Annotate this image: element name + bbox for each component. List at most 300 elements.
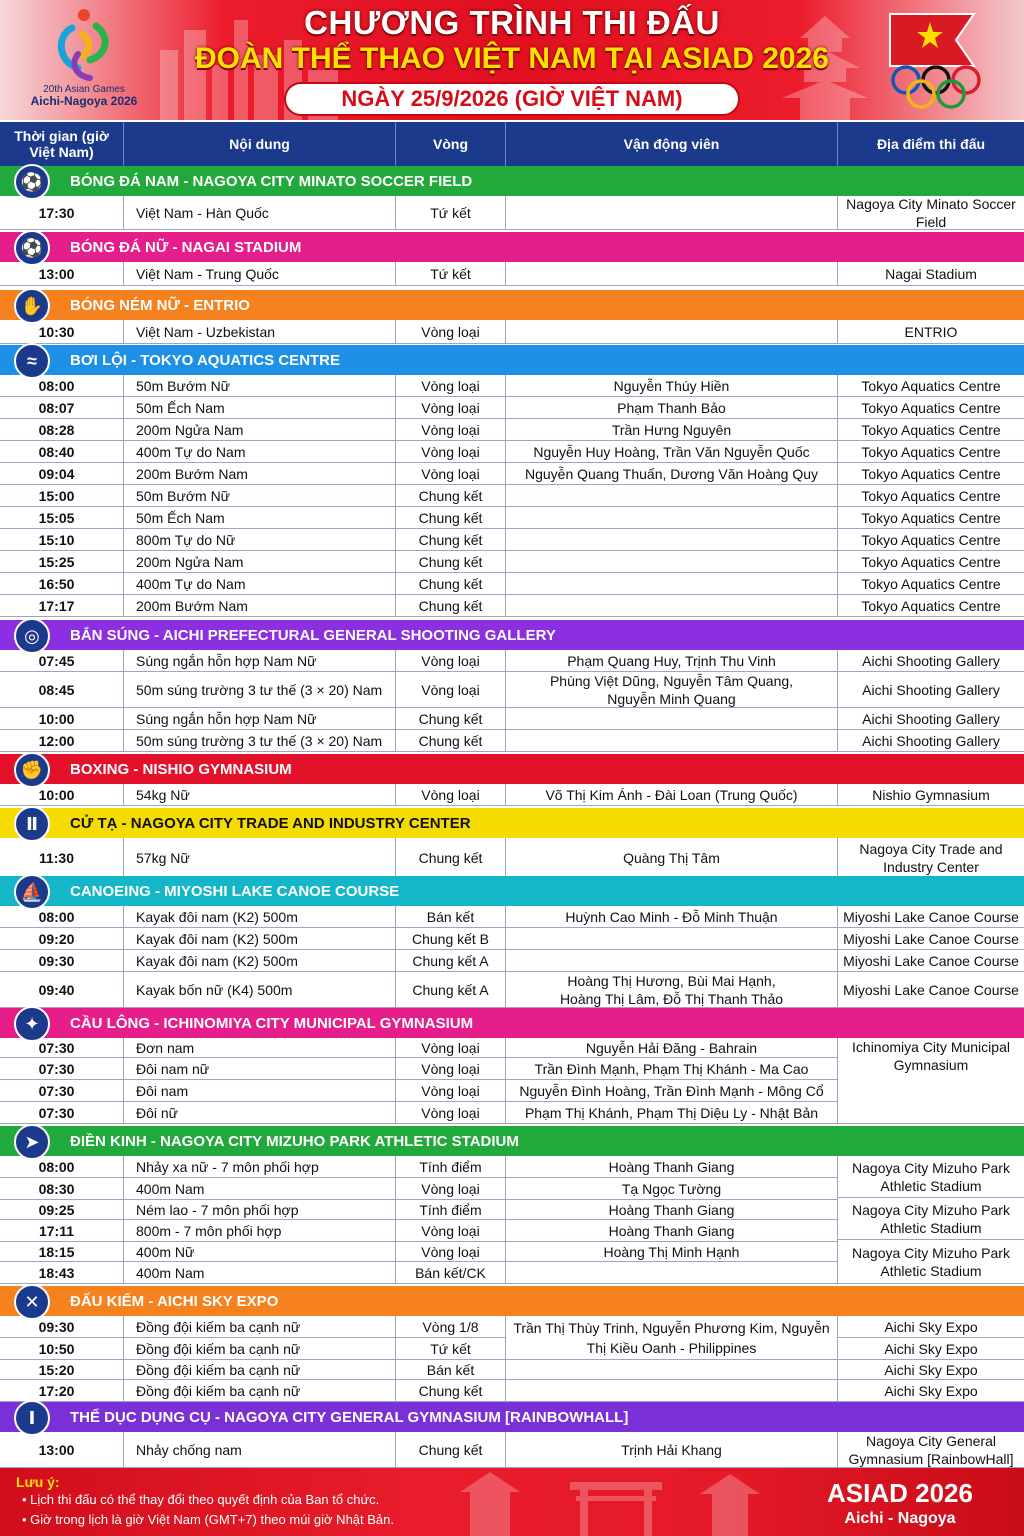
athletes-cell — [506, 650, 838, 672]
venue-cell — [838, 419, 1024, 441]
table-row — [0, 397, 1024, 419]
venue-name: Tokyo Aquatics Centre — [861, 377, 1001, 394]
section-title: ĐIỀN KINH - NAGOYA CITY MIZUHO PARK ATHLETIC STADIUM — [70, 1133, 519, 1150]
venue-name: Aichi Shooting Gallery — [862, 681, 1000, 698]
athletes-names-line2: Nguyễn Minh Quang — [607, 690, 736, 707]
athletes-names: Võ Thị Kim Ánh - Đài Loan (Trung Quốc) — [545, 786, 798, 803]
section-header — [0, 876, 1024, 906]
table-row — [0, 551, 1024, 573]
event-name: Nhảy xa nữ - 7 môn phối hợp — [124, 1156, 396, 1178]
athletes-cell — [506, 595, 838, 617]
pagoda-footer-decoration — [430, 1468, 790, 1536]
event-time: 09:25 — [0, 1200, 124, 1220]
section-title: BOXING - NISHIO GYMNASIUM — [70, 761, 292, 778]
event-name: 50m Bướm Nữ — [124, 485, 396, 507]
event-time: 18:43 — [0, 1262, 124, 1284]
athletes-names: Hoàng Thị Minh Hạnh — [603, 1243, 740, 1260]
event-time: 08:28 — [0, 419, 124, 441]
event-round: Chung kết — [396, 708, 506, 730]
event-name: 400m Nam — [124, 1262, 396, 1284]
venue-name: Aichi Shooting Gallery — [862, 732, 1000, 749]
section-header — [0, 808, 1024, 838]
table-row — [0, 529, 1024, 551]
venue-name: Miyoshi Lake Canoe Course — [843, 930, 1019, 947]
event-round: Vòng loại — [396, 650, 506, 672]
venue-name: Nishio Gymnasium — [872, 786, 990, 803]
venue-cell — [838, 485, 1024, 507]
athletes-names: Hoàng Thị Hương, Bùi Mai Hạnh, — [567, 972, 776, 989]
event-round: Chung kết A — [396, 972, 506, 1008]
venue-cell — [838, 262, 1024, 286]
event-name: Đơn nam — [124, 1038, 396, 1058]
athletes-cell — [506, 906, 838, 928]
event-round: Vòng loại — [396, 1220, 506, 1242]
athletes-names-line2: Hoàng Thị Lâm, Đỗ Thị Thanh Thảo — [559, 990, 784, 1007]
event-name: 50m Ếch Nam — [124, 507, 396, 529]
note-line-2: • Giờ trong lịch là giờ Việt Nam (GMT+7) theo múi giờ Nhật Bản. — [22, 1512, 394, 1527]
event-time: 08:00 — [0, 1156, 124, 1178]
event-round: Tứ kết — [396, 262, 506, 286]
event-time: 15:20 — [0, 1360, 124, 1380]
event-time: 16:50 — [0, 573, 124, 595]
section-title: CỬ TẠ - NAGOYA CITY TRADE AND INDUSTRY CENTER — [70, 815, 471, 832]
athletes-cell — [506, 1360, 838, 1380]
table-row — [0, 595, 1024, 617]
athletes-cell — [506, 262, 838, 286]
venue-name: Miyoshi Lake Canoe Course — [843, 952, 1019, 969]
event-name: Súng ngắn hỗn hợp Nam Nữ — [124, 650, 396, 672]
athletes-names: Hoàng Thanh Giang — [608, 1222, 735, 1239]
event-round: Vòng loại — [396, 672, 506, 708]
venue-cell — [838, 672, 1024, 708]
event-round: Chung kết — [396, 485, 506, 507]
event-round: Vòng loại — [396, 1178, 506, 1200]
venue-cell — [838, 573, 1024, 595]
athletes-cell — [506, 1156, 838, 1178]
event-name: 200m Ngửa Nam — [124, 551, 396, 573]
athletes-cell — [506, 1038, 838, 1058]
section-title: ĐẤU KIẾM - AICHI SKY EXPO — [70, 1293, 279, 1310]
event-name: 57kg Nữ — [124, 838, 396, 878]
event-name: Việt Nam - Uzbekistan — [124, 320, 396, 344]
event-name: 200m Bướm Nam — [124, 595, 396, 617]
event-round: Chung kết — [396, 529, 506, 551]
section-title: BẮN SÚNG - AICHI PREFECTURAL GENERAL SHOOTING GALLERY — [70, 627, 556, 644]
event-time: 09:30 — [0, 950, 124, 972]
event-name: 800m - 7 môn phối hợp — [124, 1220, 396, 1242]
event-time: 10:00 — [0, 708, 124, 730]
venue-cell — [838, 375, 1024, 397]
venue-name: Tokyo Aquatics Centre — [861, 399, 1001, 416]
athletes-cell — [506, 551, 838, 573]
athletes-names: Phạm Thị Khánh, Phạm Thị Diệu Ly - Nhật Bản — [524, 1104, 819, 1121]
athletes-names: Hoàng Thanh Giang — [608, 1158, 735, 1175]
event-name: 800m Tự do Nữ — [124, 529, 396, 551]
athletes-names: Nguyễn Đình Hoàng, Trần Đình Mạnh - Mông Cổ — [519, 1082, 824, 1099]
handball-icon: ✋ — [14, 288, 50, 324]
event-round: Chung kết — [396, 595, 506, 617]
canoe-icon: ⛵ — [14, 874, 50, 910]
note-line-1: • Lịch thi đấu có thể thay đổi theo quyết định của Ban tổ chức. — [22, 1492, 380, 1507]
page-subtitle: ĐOÀN THỂ THAO VIỆT NAM TẠI ASIAD 2026 — [195, 42, 829, 75]
event-name: 50m Bướm Nữ — [124, 375, 396, 397]
event-name: 200m Bướm Nam — [124, 463, 396, 485]
weightlifting-icon: Ⅱ — [14, 806, 50, 842]
table-row — [0, 441, 1024, 463]
event-name: Kayak bốn nữ (K4) 500m — [124, 972, 396, 1008]
event-time: 09:40 — [0, 972, 124, 1008]
header-banner — [0, 0, 1024, 120]
venue-cell — [838, 1360, 1024, 1380]
venue-name: Tokyo Aquatics Centre — [861, 443, 1001, 460]
athletes-names: Trần Hưng Nguyên — [611, 421, 732, 438]
event-round: Vòng loại — [396, 1242, 506, 1262]
event-name: 400m Tự do Nam — [124, 573, 396, 595]
event-round: Vòng loại — [396, 441, 506, 463]
event-round: Vòng loại — [396, 419, 506, 441]
event-name: Việt Nam - Hàn Quốc — [124, 196, 396, 230]
event-time: 15:00 — [0, 485, 124, 507]
athletes-cell — [506, 1080, 838, 1102]
event-round: Vòng loại — [396, 1038, 506, 1058]
event-name: 54kg Nữ — [124, 784, 396, 806]
fencing-icon: ✕ — [14, 1284, 50, 1320]
venue-name: Aichi Shooting Gallery — [862, 710, 1000, 727]
event-time: 08:07 — [0, 397, 124, 419]
event-name: Nhảy chống nam — [124, 1432, 396, 1468]
column-header-venue: Địa điểm thi đấu — [876, 136, 986, 152]
event-round: Chung kết — [396, 838, 506, 878]
badminton-icon: ✦ — [14, 1006, 50, 1042]
table-row — [0, 463, 1024, 485]
merged-venue-cell — [838, 1038, 1024, 1124]
venue-cell — [838, 595, 1024, 617]
venue-name: Tokyo Aquatics Centre — [861, 597, 1001, 614]
event-time: 17:30 — [0, 196, 124, 230]
event-name: 50m Ếch Nam — [124, 397, 396, 419]
venue-cell — [838, 950, 1024, 972]
venue-cell — [838, 1380, 1024, 1402]
athletes-cell — [506, 1220, 838, 1242]
logo-caption-games: 20th Asian Games — [43, 84, 125, 95]
event-name: Đồng đội kiếm ba cạnh nữ — [124, 1316, 396, 1338]
venue-name: Aichi Shooting Gallery — [862, 652, 1000, 669]
event-name: 400m Nam — [124, 1178, 396, 1200]
section-title: CANOEING - MIYOSHI LAKE CANOE COURSE — [70, 883, 400, 900]
event-name: 50m súng trường 3 tư thế (3 × 20) Nam — [124, 730, 396, 752]
athletes-names: Phùng Việt Dũng, Nguyễn Tâm Quang, — [549, 672, 794, 689]
event-round: Chung kết — [396, 730, 506, 752]
venue-cell — [838, 529, 1024, 551]
event-round: Tứ kết — [396, 1338, 506, 1360]
table-row — [0, 485, 1024, 507]
event-name: 400m Tự do Nam — [124, 441, 396, 463]
venue-cell — [838, 928, 1024, 950]
venue-cell — [838, 551, 1024, 573]
section-title: CẦU LÔNG - ICHINOMIYA CITY MUNICIPAL GYMNASIUM — [70, 1015, 474, 1032]
runner-icon: ➤ — [14, 1124, 50, 1160]
event-time: 10:00 — [0, 784, 124, 806]
section-header — [0, 754, 1024, 784]
event-time: 17:17 — [0, 595, 124, 617]
venue-name: Aichi Sky Expo — [884, 1361, 978, 1378]
event-name: Kayak đôi nam (K2) 500m — [124, 906, 396, 928]
event-time: 07:30 — [0, 1102, 124, 1124]
merged-venue-cell — [838, 1198, 1024, 1240]
athletes-cell — [506, 838, 838, 878]
table-row — [0, 730, 1024, 752]
venue-name: Aichi Sky Expo — [884, 1382, 978, 1399]
athletes-cell — [506, 320, 838, 344]
table-row — [0, 838, 1024, 878]
athletes-names: Nguyễn Thúy Hiền — [613, 377, 730, 394]
athletes-cell — [506, 507, 838, 529]
event-round: Chung kết — [396, 551, 506, 573]
event-name: Súng ngắn hỗn hợp Nam Nữ — [124, 708, 396, 730]
venue-cell — [838, 1338, 1024, 1360]
event-time: 18:15 — [0, 1242, 124, 1262]
section-title: BÓNG NÉM NỮ - ENTRIO — [70, 297, 250, 314]
venue-name: Miyoshi Lake Canoe Course — [843, 981, 1019, 998]
event-round: Chung kết — [396, 507, 506, 529]
athletes-cell — [506, 196, 838, 230]
event-round: Tính điểm — [396, 1156, 506, 1178]
venue-name: ENTRIO — [904, 323, 958, 340]
athletes-cell — [506, 1178, 838, 1200]
event-time: 09:20 — [0, 928, 124, 950]
event-round: Vòng loại — [396, 397, 506, 419]
venue-cell — [838, 1316, 1024, 1338]
venue-name: Nagoya City General Gymnasium [RainbowHall] — [848, 1432, 1014, 1467]
event-time: 10:30 — [0, 320, 124, 344]
event-time: 08:00 — [0, 906, 124, 928]
venue-cell — [838, 397, 1024, 419]
swimmer-icon: ≈ — [14, 343, 50, 379]
event-time: 07:30 — [0, 1038, 124, 1058]
athletes-cell — [506, 529, 838, 551]
event-round: Vòng loại — [396, 463, 506, 485]
gymnastics-icon: Ⅰ — [14, 1400, 50, 1436]
boxing-icon: ✊ — [14, 752, 50, 788]
event-round: Chung kết A — [396, 950, 506, 972]
event-round: Vòng loại — [396, 320, 506, 344]
venue-cell — [838, 196, 1024, 230]
section-title: BÓNG ĐÁ NỮ - NAGAI STADIUM — [70, 239, 302, 256]
athletes-cell — [506, 950, 838, 972]
column-header-event: Nội dung — [124, 122, 396, 166]
shooter-icon: ◎ — [14, 618, 50, 654]
event-time: 08:30 — [0, 1178, 124, 1200]
event-round: Tính điểm — [396, 1200, 506, 1220]
section-header — [0, 345, 1024, 375]
table-row — [0, 262, 1024, 286]
venue-cell — [838, 441, 1024, 463]
venue-name: Nagoya City Trade and Industry Center — [859, 840, 1003, 875]
event-name: Đồng đội kiếm ba cạnh nữ — [124, 1360, 396, 1380]
athletes-cell — [506, 397, 838, 419]
event-name: 200m Ngửa Nam — [124, 419, 396, 441]
section-header — [0, 1402, 1024, 1432]
event-name: 400m Nữ — [124, 1242, 396, 1262]
footer-banner — [0, 1468, 1024, 1536]
athletes-cell — [506, 928, 838, 950]
athletes-cell — [506, 1262, 838, 1284]
athletes-cell — [506, 708, 838, 730]
athletes-cell — [506, 1242, 838, 1262]
section-header — [0, 166, 1024, 196]
venue-cell — [838, 1432, 1024, 1468]
table-row — [0, 672, 1024, 708]
event-time: 09:30 — [0, 1316, 124, 1338]
venue-name: Miyoshi Lake Canoe Course — [843, 908, 1019, 925]
event-name: Đồng đội kiếm ba cạnh nữ — [124, 1380, 396, 1402]
event-name: Ném lao - 7 môn phối hợp — [124, 1200, 396, 1220]
venue-name: Nagoya City Mizuho Park Athletic Stadium — [852, 1159, 1010, 1194]
table-header — [0, 122, 1024, 166]
event-name: Đôi nữ — [124, 1102, 396, 1124]
venue-name: Tokyo Aquatics Centre — [861, 575, 1001, 592]
event-time: 10:50 — [0, 1338, 124, 1360]
merged-athletes-cell — [506, 1316, 838, 1360]
event-time: 08:45 — [0, 672, 124, 708]
athletes-names: Trần Đình Mạnh, Phạm Thị Khánh - Ma Cao — [534, 1060, 809, 1077]
merged-venue-cell — [838, 1156, 1024, 1198]
athletes-cell — [506, 730, 838, 752]
event-time: 09:04 — [0, 463, 124, 485]
venue-cell — [838, 730, 1024, 752]
section-title: THỂ DỤC DỤNG CỤ - NAGOYA CITY GENERAL GYMNASIUM [RAINBOWHALL] — [70, 1409, 629, 1426]
table-row — [0, 972, 1024, 1008]
vietnam-olympic-emblem-icon — [882, 6, 1002, 114]
table-row — [0, 650, 1024, 672]
event-time: 15:10 — [0, 529, 124, 551]
table-row — [0, 320, 1024, 344]
table-row — [0, 419, 1024, 441]
section-header — [0, 1126, 1024, 1156]
venue-name: Nagoya City Mizuho Park Athletic Stadium — [852, 1201, 1010, 1236]
venue-cell — [838, 320, 1024, 344]
event-name: Đôi nam nữ — [124, 1058, 396, 1080]
event-name: Đôi nam — [124, 1080, 396, 1102]
venue-cell — [838, 972, 1024, 1008]
schedule-date: NGÀY 25/9/2026 (GIỜ VIỆT NAM) — [284, 82, 740, 116]
soccer-player-icon: ⚽ — [14, 230, 50, 266]
event-time: 07:45 — [0, 650, 124, 672]
athletes-cell — [506, 972, 838, 1008]
event-name: Kayak đôi nam (K2) 500m — [124, 928, 396, 950]
athletes-cell — [506, 441, 838, 463]
section-title: BÓNG ĐÁ NAM - NAGOYA CITY MINATO SOCCER FIELD — [70, 173, 473, 190]
event-time: 17:20 — [0, 1380, 124, 1402]
table-row — [0, 784, 1024, 806]
athletes-names: Nguyễn Hải Đăng - Bahrain — [585, 1039, 758, 1056]
event-round: Bán kết — [396, 1360, 506, 1380]
logo-caption-city: Aichi-Nagoya 2026 — [30, 94, 138, 108]
page-title: CHƯƠNG TRÌNH THI ĐẤU — [304, 4, 720, 41]
event-name: Việt Nam - Trung Quốc — [124, 262, 396, 286]
event-time: 17:11 — [0, 1220, 124, 1242]
table-row — [0, 1360, 1024, 1380]
venue-cell — [838, 906, 1024, 928]
venue-cell — [838, 507, 1024, 529]
footer-brand-city: Aichi - Nagoya — [844, 1510, 956, 1527]
event-round: Vòng loại — [396, 1102, 506, 1124]
athletes-names: Hoàng Thanh Giang — [608, 1201, 735, 1218]
event-name: Kayak đôi nam (K2) 500m — [124, 950, 396, 972]
venue-name: Tokyo Aquatics Centre — [861, 509, 1001, 526]
event-time: 07:30 — [0, 1080, 124, 1102]
note-title: Lưu ý: — [16, 1474, 60, 1490]
event-round: Chung kết B — [396, 928, 506, 950]
athletes-cell — [506, 1102, 838, 1124]
venue-name: Aichi Sky Expo — [884, 1318, 978, 1335]
venue-cell — [838, 838, 1024, 878]
table-row — [0, 708, 1024, 730]
athletes-cell — [506, 573, 838, 595]
athletes-names: Tạ Ngọc Tường — [621, 1180, 722, 1197]
table-row — [0, 1432, 1024, 1468]
venue-cell — [838, 650, 1024, 672]
event-round: Chung kết — [396, 1380, 506, 1402]
event-round: Vòng loại — [396, 375, 506, 397]
athletes-names: Quàng Thị Tâm — [623, 849, 720, 866]
table-row — [0, 375, 1024, 397]
event-time: 13:00 — [0, 1432, 124, 1468]
footer-brand-title: ASIAD 2026 — [827, 1478, 973, 1508]
event-time: 08:00 — [0, 375, 124, 397]
venue-name: Nagoya City Minato Soccer Field — [846, 195, 1016, 230]
table-row — [0, 928, 1024, 950]
event-time: 11:30 — [0, 838, 124, 878]
event-round: Chung kết — [396, 1432, 506, 1468]
athletes-cell — [506, 672, 838, 708]
athletes-names: Phạm Thanh Bảo — [617, 399, 726, 416]
event-time: 15:25 — [0, 551, 124, 573]
athletes-cell — [506, 1200, 838, 1220]
event-time: 12:00 — [0, 730, 124, 752]
athletes-names: Trịnh Hải Khang — [621, 1441, 722, 1458]
event-round: Vòng loại — [396, 1058, 506, 1080]
venue-cell — [838, 708, 1024, 730]
section-header — [0, 232, 1024, 262]
event-time: 08:40 — [0, 441, 124, 463]
soccer-ball-icon: ⚽ — [14, 164, 50, 200]
athletes-names: Trần Thị Thùy Trinh, Nguyễn Phương Kim, Nguyễn Thị Kiều Oanh - Philippines — [513, 1319, 830, 1356]
athletes-cell — [506, 1058, 838, 1080]
venue-name: Aichi Sky Expo — [884, 1340, 978, 1357]
athletes-names: Phạm Quang Huy, Trịnh Thu Vinh — [567, 652, 776, 669]
athletes-cell — [506, 485, 838, 507]
venue-cell — [838, 784, 1024, 806]
section-title: BƠI LỘI - TOKYO AQUATICS CENTRE — [70, 352, 341, 369]
venue-name: Tokyo Aquatics Centre — [861, 531, 1001, 548]
athletes-cell — [506, 375, 838, 397]
athletes-cell — [506, 1380, 838, 1402]
event-name: Đồng đội kiếm ba cạnh nữ — [124, 1338, 396, 1360]
venue-name: Tokyo Aquatics Centre — [861, 421, 1001, 438]
event-round: Vòng 1/8 — [396, 1316, 506, 1338]
event-round: Tứ kết — [396, 196, 506, 230]
table-row — [0, 196, 1024, 230]
table-row — [0, 507, 1024, 529]
table-row — [0, 906, 1024, 928]
event-time: 15:05 — [0, 507, 124, 529]
section-header — [0, 1286, 1024, 1316]
table-row — [0, 1380, 1024, 1402]
section-header — [0, 620, 1024, 650]
venue-name: Tokyo Aquatics Centre — [861, 465, 1001, 482]
athletes-names: Nguyễn Quang Thuấn, Dương Văn Hoàng Quy — [524, 465, 819, 482]
